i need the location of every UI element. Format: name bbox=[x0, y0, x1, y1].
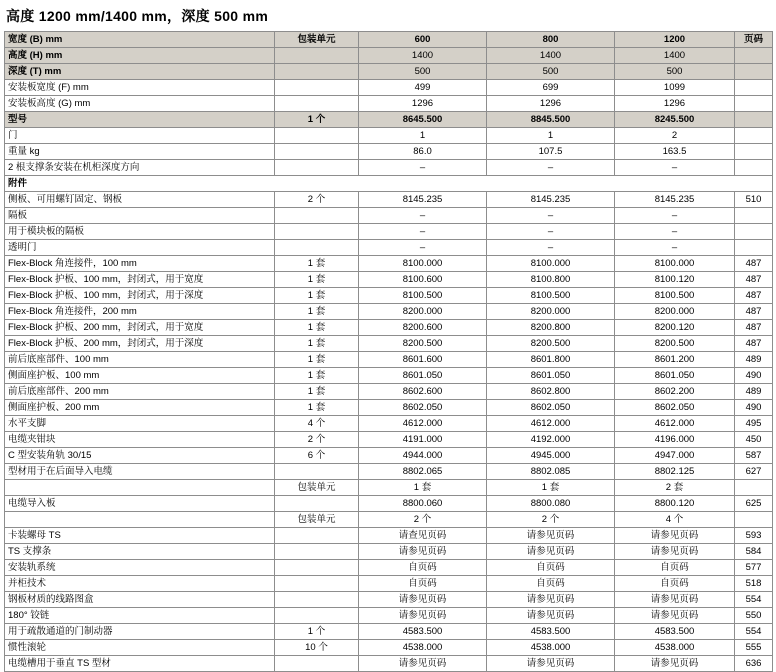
table-row bbox=[5, 224, 773, 240]
row-value-1200: 4538.000 bbox=[615, 640, 735, 656]
row-unit bbox=[275, 96, 359, 112]
row-unit bbox=[275, 608, 359, 624]
table-row bbox=[5, 256, 773, 272]
row-page: 554 bbox=[735, 592, 773, 608]
row-page: 550 bbox=[735, 608, 773, 624]
row-page: 495 bbox=[735, 416, 773, 432]
row-value-1200: 8601.200 bbox=[615, 352, 735, 368]
row-unit: 1 套 bbox=[275, 352, 359, 368]
row-unit: 2 个 bbox=[275, 432, 359, 448]
row-value-1200: 8245.500 bbox=[615, 112, 735, 128]
row-label bbox=[5, 480, 275, 496]
row-value-800: 8602.050 bbox=[487, 400, 615, 416]
row-value-1200: 4 个 bbox=[615, 512, 735, 528]
row-label: 侧板、可用螺钉固定、钢板 bbox=[5, 192, 275, 208]
row-value-600: 499 bbox=[359, 80, 487, 96]
row-label: Flex-Block 护板、200 mm，封闭式，用于深度 bbox=[5, 336, 275, 352]
row-value-800: – bbox=[487, 160, 615, 176]
row-label: 侧面座护板、100 mm bbox=[5, 368, 275, 384]
row-label: 门 bbox=[5, 128, 275, 144]
table-row bbox=[5, 576, 773, 592]
row-value-800: 1296 bbox=[487, 96, 615, 112]
row-label: 型号 bbox=[5, 112, 275, 128]
row-value-600: 1296 bbox=[359, 96, 487, 112]
row-value-800: 4538.000 bbox=[487, 640, 615, 656]
table-row bbox=[5, 544, 773, 560]
row-value-600: 1400 bbox=[359, 48, 487, 64]
row-value-600: 8100.600 bbox=[359, 272, 487, 288]
row-value-600: 8200.000 bbox=[359, 304, 487, 320]
table-row bbox=[5, 320, 773, 336]
row-label: 附件 bbox=[5, 176, 773, 192]
table-row bbox=[5, 288, 773, 304]
row-value-600: 请参见页码 bbox=[359, 608, 487, 624]
row-page bbox=[735, 48, 773, 64]
row-label: 用于模块板的隔板 bbox=[5, 224, 275, 240]
row-value-600: 8200.600 bbox=[359, 320, 487, 336]
row-unit: 1 套 bbox=[275, 400, 359, 416]
row-value-600: 自页码 bbox=[359, 576, 487, 592]
row-value-800: 请参见页码 bbox=[487, 544, 615, 560]
row-value-600: 4583.500 bbox=[359, 624, 487, 640]
row-unit: 1 套 bbox=[275, 320, 359, 336]
row-page: 487 bbox=[735, 304, 773, 320]
row-value-1200: – bbox=[615, 208, 735, 224]
row-value-1200: 1400 bbox=[615, 48, 735, 64]
row-page bbox=[735, 512, 773, 528]
row-page: 577 bbox=[735, 560, 773, 576]
row-value-1200: 自页码 bbox=[615, 560, 735, 576]
specification-table bbox=[4, 31, 773, 672]
row-value-600: – bbox=[359, 224, 487, 240]
table-row bbox=[5, 144, 773, 160]
row-unit bbox=[275, 560, 359, 576]
table-row bbox=[5, 112, 773, 128]
row-value-600: 请查见页码 bbox=[359, 528, 487, 544]
table-row bbox=[5, 432, 773, 448]
row-value-800: – bbox=[487, 208, 615, 224]
row-unit bbox=[275, 208, 359, 224]
table-row bbox=[5, 496, 773, 512]
row-value-1200: 8802.125 bbox=[615, 464, 735, 480]
row-value-1200: 4612.000 bbox=[615, 416, 735, 432]
row-unit: 1 套 bbox=[275, 336, 359, 352]
row-unit: 1 套 bbox=[275, 304, 359, 320]
table-row bbox=[5, 640, 773, 656]
table-row bbox=[5, 64, 773, 80]
row-value-600: 4612.000 bbox=[359, 416, 487, 432]
row-label: 宽度 (B) mm bbox=[5, 32, 275, 48]
row-label: 前后底座部件、200 mm bbox=[5, 384, 275, 400]
row-value-600: 1 套 bbox=[359, 480, 487, 496]
row-value-1200: 8200.500 bbox=[615, 336, 735, 352]
row-page: 487 bbox=[735, 336, 773, 352]
row-page: 页码 bbox=[735, 32, 773, 48]
row-value-600: 4944.000 bbox=[359, 448, 487, 464]
row-page: 625 bbox=[735, 496, 773, 512]
row-value-600: 8100.500 bbox=[359, 288, 487, 304]
row-value-600: 8601.600 bbox=[359, 352, 487, 368]
row-page bbox=[735, 96, 773, 112]
row-label: 前后底座部件、100 mm bbox=[5, 352, 275, 368]
row-value-1200: 4583.500 bbox=[615, 624, 735, 640]
row-value-600: 1 bbox=[359, 128, 487, 144]
row-page: 593 bbox=[735, 528, 773, 544]
row-value-1200: 2 套 bbox=[615, 480, 735, 496]
row-page: 555 bbox=[735, 640, 773, 656]
row-unit bbox=[275, 224, 359, 240]
row-page: 584 bbox=[735, 544, 773, 560]
row-page: 518 bbox=[735, 576, 773, 592]
row-label: Flex-Block 护板、100 mm，封闭式，用于深度 bbox=[5, 288, 275, 304]
row-label: Flex-Block 角连接件，200 mm bbox=[5, 304, 275, 320]
table-row bbox=[5, 528, 773, 544]
row-value-1200: 8602.200 bbox=[615, 384, 735, 400]
row-value-800: 8845.500 bbox=[487, 112, 615, 128]
row-page bbox=[735, 224, 773, 240]
row-value-1200: 8100.000 bbox=[615, 256, 735, 272]
row-value-600: 8100.000 bbox=[359, 256, 487, 272]
row-value-800: 1 bbox=[487, 128, 615, 144]
row-value-600: 4191.000 bbox=[359, 432, 487, 448]
page-title: 高度 1200 mm/1400 mm，深度 500 mm bbox=[6, 8, 269, 24]
table-row bbox=[5, 624, 773, 640]
row-value-600: 8145.235 bbox=[359, 192, 487, 208]
table-row bbox=[5, 400, 773, 416]
row-value-800: 107.5 bbox=[487, 144, 615, 160]
row-value-800: 8602.800 bbox=[487, 384, 615, 400]
table-row bbox=[5, 416, 773, 432]
row-label bbox=[5, 512, 275, 528]
row-label: 高度 (H) mm bbox=[5, 48, 275, 64]
row-value-800: 8800.080 bbox=[487, 496, 615, 512]
row-page: 554 bbox=[735, 624, 773, 640]
row-page bbox=[735, 240, 773, 256]
row-label: C 型安装角轨 30/15 bbox=[5, 448, 275, 464]
row-unit bbox=[275, 496, 359, 512]
row-label: 重量 kg bbox=[5, 144, 275, 160]
row-label: 安装轨系统 bbox=[5, 560, 275, 576]
row-label: 钢板材质的线路图盒 bbox=[5, 592, 275, 608]
row-page: 487 bbox=[735, 272, 773, 288]
row-page: 487 bbox=[735, 320, 773, 336]
row-value-1200: 2 bbox=[615, 128, 735, 144]
row-value-800: 4612.000 bbox=[487, 416, 615, 432]
row-page: 636 bbox=[735, 656, 773, 672]
row-value-1200: – bbox=[615, 240, 735, 256]
row-value-800: 请参见页码 bbox=[487, 656, 615, 672]
table-row bbox=[5, 384, 773, 400]
row-label: 电缆槽用于垂直 TS 型材 bbox=[5, 656, 275, 672]
row-value-600: 8602.600 bbox=[359, 384, 487, 400]
row-label: TS 支撑条 bbox=[5, 544, 275, 560]
row-unit: 10 个 bbox=[275, 640, 359, 656]
row-value-800: 请参见页码 bbox=[487, 528, 615, 544]
row-value-800: 699 bbox=[487, 80, 615, 96]
row-value-800: 请参见页码 bbox=[487, 608, 615, 624]
row-page: 627 bbox=[735, 464, 773, 480]
row-page: 487 bbox=[735, 288, 773, 304]
row-value-600: 请参见页码 bbox=[359, 592, 487, 608]
row-value-1200: 8800.120 bbox=[615, 496, 735, 512]
table-row bbox=[5, 160, 773, 176]
row-page: 510 bbox=[735, 192, 773, 208]
row-value-600: 请参见页码 bbox=[359, 544, 487, 560]
row-value-800: 8200.000 bbox=[487, 304, 615, 320]
row-value-1200: 1296 bbox=[615, 96, 735, 112]
row-value-800: 800 bbox=[487, 32, 615, 48]
row-value-1200: 8100.500 bbox=[615, 288, 735, 304]
row-value-1200: 4947.000 bbox=[615, 448, 735, 464]
row-page bbox=[735, 208, 773, 224]
row-page bbox=[735, 80, 773, 96]
row-page bbox=[735, 128, 773, 144]
row-value-800: 1400 bbox=[487, 48, 615, 64]
row-label: 卡装螺母 TS bbox=[5, 528, 275, 544]
row-unit: 1 套 bbox=[275, 368, 359, 384]
row-value-600: 86.0 bbox=[359, 144, 487, 160]
row-value-1200: 请参见页码 bbox=[615, 528, 735, 544]
row-unit bbox=[275, 544, 359, 560]
row-value-800: 8145.235 bbox=[487, 192, 615, 208]
row-value-1200: 自页码 bbox=[615, 576, 735, 592]
row-value-600: 8645.500 bbox=[359, 112, 487, 128]
row-value-600: 4538.000 bbox=[359, 640, 487, 656]
row-label: Flex-Block 护板、200 mm，封闭式，用于宽度 bbox=[5, 320, 275, 336]
row-value-1200: – bbox=[615, 160, 735, 176]
row-unit: 6 个 bbox=[275, 448, 359, 464]
row-unit bbox=[275, 48, 359, 64]
row-value-1200: 8200.000 bbox=[615, 304, 735, 320]
table-row bbox=[5, 560, 773, 576]
table-row bbox=[5, 208, 773, 224]
row-label: 安装板高度 (G) mm bbox=[5, 96, 275, 112]
row-value-1200: – bbox=[615, 224, 735, 240]
row-label: 深度 (T) mm bbox=[5, 64, 275, 80]
row-value-1200: 请参见页码 bbox=[615, 656, 735, 672]
row-value-800: 8200.500 bbox=[487, 336, 615, 352]
row-label: 透明门 bbox=[5, 240, 275, 256]
row-page bbox=[735, 480, 773, 496]
row-value-1200: 请参见页码 bbox=[615, 608, 735, 624]
row-value-800: 8601.800 bbox=[487, 352, 615, 368]
row-value-600: 600 bbox=[359, 32, 487, 48]
row-label: 惯性滚轮 bbox=[5, 640, 275, 656]
row-unit: 1 套 bbox=[275, 384, 359, 400]
row-page: 490 bbox=[735, 400, 773, 416]
table-row bbox=[5, 32, 773, 48]
table-row bbox=[5, 192, 773, 208]
row-unit: 1 个 bbox=[275, 112, 359, 128]
row-value-600: 500 bbox=[359, 64, 487, 80]
row-value-800: 8802.085 bbox=[487, 464, 615, 480]
row-value-1200: 163.5 bbox=[615, 144, 735, 160]
row-value-800: 8100.500 bbox=[487, 288, 615, 304]
row-value-1200: 8200.120 bbox=[615, 320, 735, 336]
row-value-800: 8100.000 bbox=[487, 256, 615, 272]
row-value-600: – bbox=[359, 208, 487, 224]
row-value-800: 4945.000 bbox=[487, 448, 615, 464]
row-value-1200: 请参见页码 bbox=[615, 544, 735, 560]
row-page: 489 bbox=[735, 384, 773, 400]
table-body bbox=[5, 32, 773, 672]
row-unit: 1 套 bbox=[275, 288, 359, 304]
table-row bbox=[5, 336, 773, 352]
row-unit: 4 个 bbox=[275, 416, 359, 432]
row-label: 型材用于在后面导入电缆 bbox=[5, 464, 275, 480]
row-unit: 1 套 bbox=[275, 272, 359, 288]
row-page: 587 bbox=[735, 448, 773, 464]
row-value-800: 8200.800 bbox=[487, 320, 615, 336]
row-value-600: 请参见页码 bbox=[359, 656, 487, 672]
row-value-1200: 请参见页码 bbox=[615, 592, 735, 608]
row-page: 489 bbox=[735, 352, 773, 368]
row-unit bbox=[275, 528, 359, 544]
row-value-800: 500 bbox=[487, 64, 615, 80]
row-page: 450 bbox=[735, 432, 773, 448]
row-value-1200: 8601.050 bbox=[615, 368, 735, 384]
row-value-800: 2 个 bbox=[487, 512, 615, 528]
row-value-800: 4583.500 bbox=[487, 624, 615, 640]
row-unit bbox=[275, 128, 359, 144]
table-row bbox=[5, 608, 773, 624]
row-value-600: 8800.060 bbox=[359, 496, 487, 512]
row-value-800: 自页码 bbox=[487, 560, 615, 576]
row-value-1200: 8100.120 bbox=[615, 272, 735, 288]
row-page bbox=[735, 160, 773, 176]
table-row bbox=[5, 80, 773, 96]
table-row bbox=[5, 464, 773, 480]
row-label: 电缆导入板 bbox=[5, 496, 275, 512]
row-value-600: 自页码 bbox=[359, 560, 487, 576]
row-value-600: 2 个 bbox=[359, 512, 487, 528]
row-value-1200: 8602.050 bbox=[615, 400, 735, 416]
row-unit: 1 套 bbox=[275, 256, 359, 272]
table-row bbox=[5, 352, 773, 368]
row-value-1200: 1200 bbox=[615, 32, 735, 48]
row-value-800: 自页码 bbox=[487, 576, 615, 592]
row-value-600: 8200.500 bbox=[359, 336, 487, 352]
table-row bbox=[5, 368, 773, 384]
table-row bbox=[5, 592, 773, 608]
row-label: 隔板 bbox=[5, 208, 275, 224]
row-page bbox=[735, 64, 773, 80]
table-row bbox=[5, 176, 773, 192]
row-page: 487 bbox=[735, 256, 773, 272]
row-value-800: – bbox=[487, 240, 615, 256]
row-unit bbox=[275, 144, 359, 160]
table-row bbox=[5, 96, 773, 112]
row-value-1200: 8145.235 bbox=[615, 192, 735, 208]
row-value-1200: 1099 bbox=[615, 80, 735, 96]
table-row bbox=[5, 512, 773, 528]
row-value-600: 8601.050 bbox=[359, 368, 487, 384]
row-value-600: 8602.050 bbox=[359, 400, 487, 416]
row-unit: 2 个 bbox=[275, 192, 359, 208]
row-unit: 1 个 bbox=[275, 624, 359, 640]
table-row bbox=[5, 304, 773, 320]
row-label: 用于疏散通道的门制动器 bbox=[5, 624, 275, 640]
row-unit: 包装单元 bbox=[275, 480, 359, 496]
row-label: 安装板宽度 (F) mm bbox=[5, 80, 275, 96]
table-row bbox=[5, 272, 773, 288]
row-value-600: 8802.065 bbox=[359, 464, 487, 480]
row-value-1200: 500 bbox=[615, 64, 735, 80]
row-label: 电缆夹钳块 bbox=[5, 432, 275, 448]
row-page: 490 bbox=[735, 368, 773, 384]
row-value-600: – bbox=[359, 240, 487, 256]
row-unit bbox=[275, 160, 359, 176]
table-row bbox=[5, 48, 773, 64]
table-row bbox=[5, 128, 773, 144]
row-unit bbox=[275, 240, 359, 256]
row-unit bbox=[275, 80, 359, 96]
row-label: 并柜技术 bbox=[5, 576, 275, 592]
row-label: 2 根支撑条安装在机柜深度方向 bbox=[5, 160, 275, 176]
table-row bbox=[5, 240, 773, 256]
row-unit: 包装单元 bbox=[275, 32, 359, 48]
row-label: 水平支脚 bbox=[5, 416, 275, 432]
row-unit bbox=[275, 464, 359, 480]
row-unit bbox=[275, 592, 359, 608]
row-value-800: 1 套 bbox=[487, 480, 615, 496]
row-page bbox=[735, 112, 773, 128]
row-unit bbox=[275, 64, 359, 80]
row-page bbox=[735, 144, 773, 160]
row-value-1200: 4196.000 bbox=[615, 432, 735, 448]
row-value-800: 8601.050 bbox=[487, 368, 615, 384]
row-value-800: 请参见页码 bbox=[487, 592, 615, 608]
row-value-600: – bbox=[359, 160, 487, 176]
row-unit: 包装单元 bbox=[275, 512, 359, 528]
row-value-800: – bbox=[487, 224, 615, 240]
row-unit bbox=[275, 576, 359, 592]
row-value-800: 8100.800 bbox=[487, 272, 615, 288]
row-label: Flex-Block 护板、100 mm，封闭式，用于宽度 bbox=[5, 272, 275, 288]
table-row bbox=[5, 448, 773, 464]
table-row bbox=[5, 480, 773, 496]
row-label: Flex-Block 角连接件，100 mm bbox=[5, 256, 275, 272]
row-label: 180° 铰链 bbox=[5, 608, 275, 624]
row-value-800: 4192.000 bbox=[487, 432, 615, 448]
row-label: 侧面座护板、200 mm bbox=[5, 400, 275, 416]
